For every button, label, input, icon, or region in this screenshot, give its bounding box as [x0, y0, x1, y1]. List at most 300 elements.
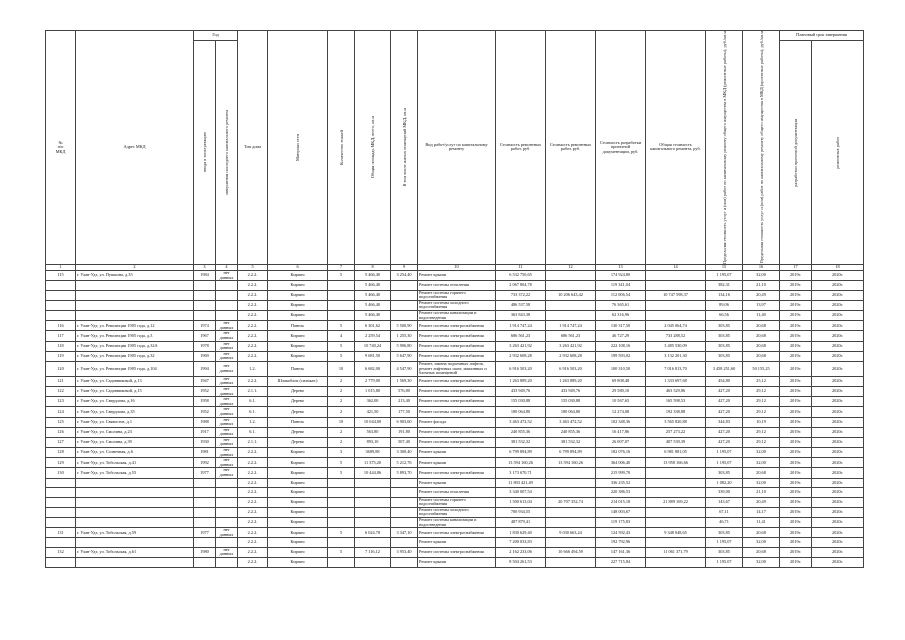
table-cell [46, 488, 76, 498]
table-cell: 5 [328, 351, 355, 361]
table-cell: 6 799 894,89 [496, 448, 546, 458]
column-number: 11 [496, 264, 546, 270]
table-cell [355, 507, 391, 517]
table-cell: 2.1.1. [238, 386, 268, 396]
col-limit-design: Предельная стоимость услуг и (или) работ по капитальному ремонту общего имущества в МКД (проектные работы), руб./кв.м [743, 31, 780, 265]
table-cell: 3 132 201,30 [646, 351, 706, 361]
table-cell: 6 024,78 [355, 528, 391, 538]
table-cell: 2019г. [780, 270, 812, 280]
column-number: 6 [268, 264, 328, 270]
col-design-cost: Стоимость разработки проектной документации, руб. [596, 31, 646, 265]
table-cell: 433 949,76 [496, 386, 546, 396]
table-cell [216, 497, 238, 507]
table-cell [194, 290, 216, 300]
table-cell: 10 740,24 [355, 341, 391, 351]
table-cell: 7 200 033,83 [496, 538, 546, 548]
table-cell: Дерево [268, 407, 328, 417]
table-cell: 686 561,23 [496, 331, 546, 341]
table-cell: 487 879,41 [496, 518, 546, 528]
table-cell: 2019г. [780, 448, 812, 458]
table-cell: 2020г. [812, 558, 864, 568]
table-cell: 2.2.2. [238, 558, 268, 568]
table-cell: 62 316,96 [596, 311, 646, 321]
table-cell: 191,80 [391, 427, 418, 437]
table-cell: 124 592,43 [596, 528, 646, 538]
table-cell: 2.2.2. [238, 281, 268, 291]
table-cell: 5 893,70 [391, 468, 418, 478]
table-cell: 733 288,52 [646, 331, 706, 341]
table-cell: 3 263 421,92 [496, 341, 546, 351]
table-row [46, 361, 864, 376]
table-row [46, 558, 864, 568]
table-cell: 1969 [194, 351, 216, 361]
table-cell: 1930 [194, 437, 216, 447]
table-cell: 5 466,40 [355, 281, 391, 291]
table-cell: 2.2.2. [238, 458, 268, 468]
col-n: № п/п МКД [46, 31, 76, 265]
table-row [46, 351, 864, 361]
table-row [46, 497, 864, 507]
table-cell: 2.2.2. [238, 351, 268, 361]
table-cell: Кирпич [268, 488, 328, 498]
table-cell: 427,20 [706, 427, 743, 437]
table-cell: нет данных [216, 321, 238, 331]
table-cell: 2019г. [780, 427, 812, 437]
table-cell [76, 497, 194, 507]
column-number: 5 [238, 264, 268, 270]
table-cell: Ремонт системы электроснабжения [418, 376, 496, 386]
table-cell: 303,85 [706, 351, 743, 361]
table-cell: 2019г. [780, 528, 812, 538]
table-cell [194, 311, 216, 321]
table-cell: 2 [328, 437, 355, 447]
table-cell: 2 [328, 407, 355, 417]
table-cell: 2020г. [812, 300, 864, 310]
table-cell: 9 030 663,24 [546, 528, 596, 538]
table-cell: 4 [328, 331, 355, 341]
table-cell: 2019г. [780, 547, 812, 557]
table-row [46, 427, 864, 437]
table-cell: 130 317,50 [596, 321, 646, 331]
table-row [46, 468, 864, 478]
col-wall-material: Материал стен [268, 31, 328, 265]
table-cell: 1978 [194, 341, 216, 351]
table-cell: 2019г. [780, 458, 812, 468]
table-cell [216, 290, 238, 300]
table-cell [46, 290, 76, 300]
table-cell: Ремонт системы электроснабжения [418, 351, 496, 361]
table-cell [546, 468, 596, 478]
table-cell: нет данных [216, 468, 238, 478]
table-cell: 303,85 [706, 331, 743, 341]
table-cell: 5 500,90 [391, 321, 418, 331]
table-cell [46, 538, 76, 548]
table-cell: 20,49 [743, 497, 780, 507]
table-row [46, 300, 864, 310]
table-cell: 1.2. [238, 417, 268, 427]
table-cell [216, 558, 238, 568]
table-cell: 25,12 [743, 376, 780, 386]
table-cell: 2019г. [780, 300, 812, 310]
table-cell: 32,00 [743, 538, 780, 548]
repair-plan-table [45, 30, 864, 568]
table-cell: 3 [328, 448, 355, 458]
table-cell [546, 311, 596, 321]
column-number: 14 [646, 264, 706, 270]
table-cell: 10 206 643,42 [546, 290, 596, 300]
table-cell [216, 300, 238, 310]
table-cell: 407 539,39 [646, 437, 706, 447]
table-cell: 2019г. [780, 558, 812, 568]
table-cell: 102 348,36 [596, 417, 646, 427]
table-cell [546, 281, 596, 291]
table-cell: 2020г. [812, 407, 864, 417]
table-cell: Кирпич [268, 300, 328, 310]
table-cell: 69 808,48 [596, 376, 646, 386]
table-cell [216, 281, 238, 291]
table-cell: г. Улан-Удэ, ул. Тобольская, д.55 [76, 468, 194, 478]
table-cell: 1994 [194, 361, 216, 376]
table-cell: 131 [46, 528, 76, 538]
table-cell: 2020г. [812, 538, 864, 548]
table-cell: 339,00 [706, 488, 743, 498]
table-cell: 2019г. [780, 397, 812, 407]
table-cell: 3 300,40 [391, 448, 418, 458]
table-cell: 126 [46, 427, 76, 437]
table-cell [194, 478, 216, 488]
table-cell: 421,50 [355, 407, 391, 417]
table-cell: 20,49 [743, 290, 780, 300]
table-cell [355, 558, 391, 568]
table-cell [391, 290, 418, 300]
table-cell [76, 478, 194, 488]
table-cell: 3 463 472,52 [546, 417, 596, 427]
table-cell: 192 792,96 [596, 538, 646, 548]
column-number: 9 [391, 264, 418, 270]
table-cell [355, 478, 391, 488]
table-cell: 2019г. [780, 488, 812, 498]
table-row [46, 458, 864, 468]
table-cell: 2019г. [780, 417, 812, 427]
table-cell: нет данных [216, 448, 238, 458]
table-cell: 2020г. [812, 518, 864, 528]
table-cell: г. Улан-Удэ, ул. Революции 1905 года, д.32А [76, 341, 194, 351]
table-cell: 2019г. [780, 538, 812, 548]
table-cell: 1 263 889,20 [496, 376, 546, 386]
table-cell: 13,97 [743, 300, 780, 310]
table-cell: 240 855,36 [546, 427, 596, 437]
table-cell: 115 [46, 270, 76, 280]
column-number: 13 [596, 264, 646, 270]
table-cell: 2.2.2. [238, 376, 268, 386]
table-cell: 213,40 [391, 397, 418, 407]
table-cell: нет данных [216, 351, 238, 361]
table-cell: 12 274,08 [596, 407, 646, 417]
table-cell [76, 311, 194, 321]
table-cell: 220 386,53 [596, 488, 646, 498]
table-cell: Дерево [268, 397, 328, 407]
table-cell: 486 537,58 [496, 300, 546, 310]
table-cell: 20,68 [743, 341, 780, 351]
column-number: 12 [546, 264, 596, 270]
table-cell: 3 254,40 [391, 270, 418, 280]
table-cell: 2020г. [812, 290, 864, 300]
table-cell [646, 468, 706, 478]
table-cell: 3 263 421,92 [546, 341, 596, 351]
column-number: 16 [743, 264, 780, 270]
table-cell: 10 444,86 [355, 468, 391, 478]
table-row [46, 270, 864, 280]
table-cell: г. Улан-Удэ, ул. Садовниковой, д.13 [76, 376, 194, 386]
table-cell: 427,20 [706, 437, 743, 447]
table-cell: 46,71 [706, 518, 743, 528]
table-cell: 2020г. [812, 270, 864, 280]
col-total-area: Общая площадь МКД, всего, кв.м [355, 31, 391, 265]
table-cell: 2019г. [780, 468, 812, 478]
table-cell: 174 924,80 [596, 270, 646, 280]
table-cell: 29,12 [743, 386, 780, 396]
table-cell: Ремонт системы отопления [418, 488, 496, 498]
table-cell [46, 281, 76, 291]
table-cell [391, 558, 418, 568]
table-cell [194, 281, 216, 291]
table-cell [216, 488, 238, 498]
table-row [46, 321, 864, 331]
table-cell: 132 [46, 547, 76, 557]
table-row [46, 290, 864, 300]
table-cell: 1 082,20 [706, 478, 743, 488]
table-cell: 10 567,65 [596, 397, 646, 407]
table-cell [391, 497, 418, 507]
table-cell: 10 747 598,37 [646, 290, 706, 300]
col-year-last-repair: завершения последнего капитального ремонта [216, 41, 238, 265]
table-cell: 10,19 [743, 417, 780, 427]
table-cell: 128 [46, 448, 76, 458]
table-cell: 2019г. [780, 341, 812, 351]
table-cell [546, 478, 596, 488]
table-cell: 2019г. [780, 311, 812, 321]
table-cell: 1 195,07 [706, 270, 743, 280]
table-cell: Ремонт системы холодного водоснабжения [418, 507, 496, 517]
table-cell: Кирпич [268, 341, 328, 351]
table-cell [546, 270, 596, 280]
table-cell [328, 558, 355, 568]
table-cell: 192 338,88 [646, 407, 706, 417]
table-cell [76, 488, 194, 498]
column-number: 17 [780, 264, 812, 270]
table-cell: 8 504 261,53 [496, 558, 546, 568]
table-cell: 20,68 [743, 468, 780, 478]
table-cell: 463 529,86 [646, 386, 706, 396]
table-cell [546, 488, 596, 498]
table-cell [76, 290, 194, 300]
table-cell: 2.2.2. [238, 528, 268, 538]
table-cell: Ремонт системы канализации и водоотведения [418, 311, 496, 321]
table-cell: 2020г. [812, 458, 864, 468]
table-cell: 21,10 [743, 488, 780, 498]
table-cell: Кирпич [268, 290, 328, 300]
table-cell: 2020г. [812, 397, 864, 407]
table-cell: 3 458 251,60 [706, 361, 743, 376]
table-cell: 122 [46, 386, 76, 396]
table-cell: Панель [268, 361, 328, 376]
table-cell: 76 365,61 [596, 300, 646, 310]
table-cell: 7 016 813,70 [646, 361, 706, 376]
table-cell: 362,00 [355, 397, 391, 407]
table-cell: 1 255,30 [391, 331, 418, 341]
table-cell: 2.2.2. [238, 311, 268, 321]
table-cell: Кирпич [268, 270, 328, 280]
table-cell: 344,83 [706, 417, 743, 427]
table-cell: 1952 [194, 386, 216, 396]
column-number: 15 [706, 264, 743, 270]
table-cell: 2020г. [812, 281, 864, 291]
table-cell: 2020г. [812, 351, 864, 361]
table-cell: 100 310,50 [596, 361, 646, 376]
table-cell [646, 281, 706, 291]
table-cell: 10 [328, 417, 355, 427]
table-row [46, 341, 864, 351]
table-cell: Ремонт системы электроснабжения [418, 341, 496, 351]
table-cell: 125 [46, 417, 76, 427]
table-cell: г. Улан-Удэ, ул. Революции 1905 года, д.32 [76, 351, 194, 361]
table-cell: 2020г. [812, 361, 864, 376]
table-cell: 1952 [194, 407, 216, 417]
column-number: 4 [216, 264, 238, 270]
table-cell: Кирпич [268, 331, 328, 341]
table-cell: 2019г. [780, 290, 812, 300]
table-cell: 2019г. [780, 321, 812, 331]
table-cell: 2 [328, 397, 355, 407]
table-row [46, 331, 864, 341]
table-cell: 1 195,07 [706, 538, 743, 548]
column-number: 8 [355, 264, 391, 270]
table-cell: Панель [268, 321, 328, 331]
table-row [46, 538, 864, 548]
table-cell: 2.2.2. [238, 468, 268, 478]
table-cell: 214 015,18 [596, 497, 646, 507]
table-cell: 2.2.2. [238, 341, 268, 351]
table-cell: 1992 [194, 458, 216, 468]
table-cell: нет данных [216, 341, 238, 351]
table-cell: 2.2.2. [238, 497, 268, 507]
table-cell [46, 497, 76, 507]
table-cell: 433 949,76 [546, 386, 596, 396]
table-cell: 686 561,23 [546, 331, 596, 341]
table-cell: Кирпич [268, 448, 328, 458]
table-cell: 3 485 530,09 [646, 341, 706, 351]
table-cell: 11 061 371,79 [646, 547, 706, 557]
table-cell: 381 532,32 [496, 437, 546, 447]
table-cell: 2.2.2. [238, 321, 268, 331]
table-cell: 6 682,00 [355, 361, 391, 376]
table-cell: 129 [46, 458, 76, 468]
table-cell: 1 569,30 [391, 376, 418, 386]
table-cell: Ремонт системы отопления [418, 281, 496, 291]
table-cell: 67,11 [706, 507, 743, 517]
table-cell [328, 290, 355, 300]
table-cell [76, 538, 194, 548]
table-cell: Ремонт системы горячего водоснабжения [418, 497, 496, 507]
col-house-type: Тип дома [238, 31, 268, 265]
table-cell: 5 906,80 [391, 341, 418, 351]
table-cell [46, 507, 76, 517]
table-cell: Ремонт системы электроснабжения [418, 321, 496, 331]
table-cell [76, 507, 194, 517]
col-year-commission: ввода в эксплуатацию [194, 41, 216, 265]
table-cell: 116 [46, 321, 76, 331]
column-number: 7 [328, 264, 355, 270]
table-cell: 155 030,88 [546, 397, 596, 407]
table-cell: Ремонт системы электроснабжения [418, 547, 496, 557]
table-cell: г. Улан-Удэ, ул. Революции 1905 года, д.12 [76, 321, 194, 331]
table-cell: г. Улан-Удэ, ул. Солнечная, д.6 [76, 448, 194, 458]
table-cell: Ремонт системы электроснабжения [418, 437, 496, 447]
table-cell: 32,00 [743, 478, 780, 488]
table-row [46, 478, 864, 488]
table-cell: 2020г. [812, 427, 864, 437]
table-cell: 117 [46, 331, 76, 341]
table-cell: 118 [46, 341, 76, 351]
table-cell: 10 [328, 361, 355, 376]
table-cell: Ремонт системы электроснабжения [418, 386, 496, 396]
table-cell [646, 311, 706, 321]
table-cell: 5 [328, 321, 355, 331]
table-cell [46, 311, 76, 321]
table-row [46, 547, 864, 557]
table-cell [216, 507, 238, 517]
table-cell: г. Улан-Удэ, ул. Свердлова, д.35 [76, 407, 194, 417]
table-cell: Ремонт крыши [418, 448, 496, 458]
col-limit-repair: Предельная стоимость услуг и (или) работ по капитальному ремонту общего имущества в МКД (ремонтные работы), руб./кв.м [706, 31, 743, 265]
table-cell [546, 558, 596, 568]
table-cell: 2 045 064,74 [646, 321, 706, 331]
table-cell: 227 715,84 [596, 558, 646, 568]
table-cell: 2020г. [812, 386, 864, 396]
table-cell [216, 478, 238, 488]
table-cell: 29,12 [743, 407, 780, 417]
table-cell: г. Улан-Удэ, ул. Смолина, д.39 [76, 437, 194, 447]
table-cell: 5 466,40 [355, 270, 391, 280]
table-cell: Ремонт системы электроснабжения [418, 397, 496, 407]
table-cell: 6.1. [238, 427, 268, 437]
table-cell: Ремонт системы канализации и водоотведения [418, 518, 496, 528]
table-cell: 119 341,04 [596, 281, 646, 291]
table-cell: 5 466,40 [355, 300, 391, 310]
table-cell: 4 547,90 [391, 361, 418, 376]
table-cell: 3689,88 [355, 448, 391, 458]
table-cell: Кирпич [268, 518, 328, 528]
table-cell: 2 779,00 [355, 376, 391, 386]
table-cell: нет данных [216, 547, 238, 557]
table-cell: Кирпич [268, 468, 328, 478]
table-cell: 2020г. [812, 448, 864, 458]
table-cell: Дерево [268, 386, 328, 396]
table-cell: 32,00 [743, 458, 780, 468]
table-cell [194, 300, 216, 310]
table-cell: 16 417,86 [596, 427, 646, 437]
table-cell: 134,16 [706, 290, 743, 300]
table-cell: 5 212,76 [391, 458, 418, 468]
table-row [46, 437, 864, 447]
table-cell [546, 518, 596, 528]
table-row [46, 518, 864, 528]
table-cell: 5 466,40 [355, 311, 391, 321]
table-cell: 2019г. [780, 386, 812, 396]
table-cell: 427,20 [706, 386, 743, 396]
table-cell [546, 300, 596, 310]
table-cell: 89,06 [706, 300, 743, 310]
